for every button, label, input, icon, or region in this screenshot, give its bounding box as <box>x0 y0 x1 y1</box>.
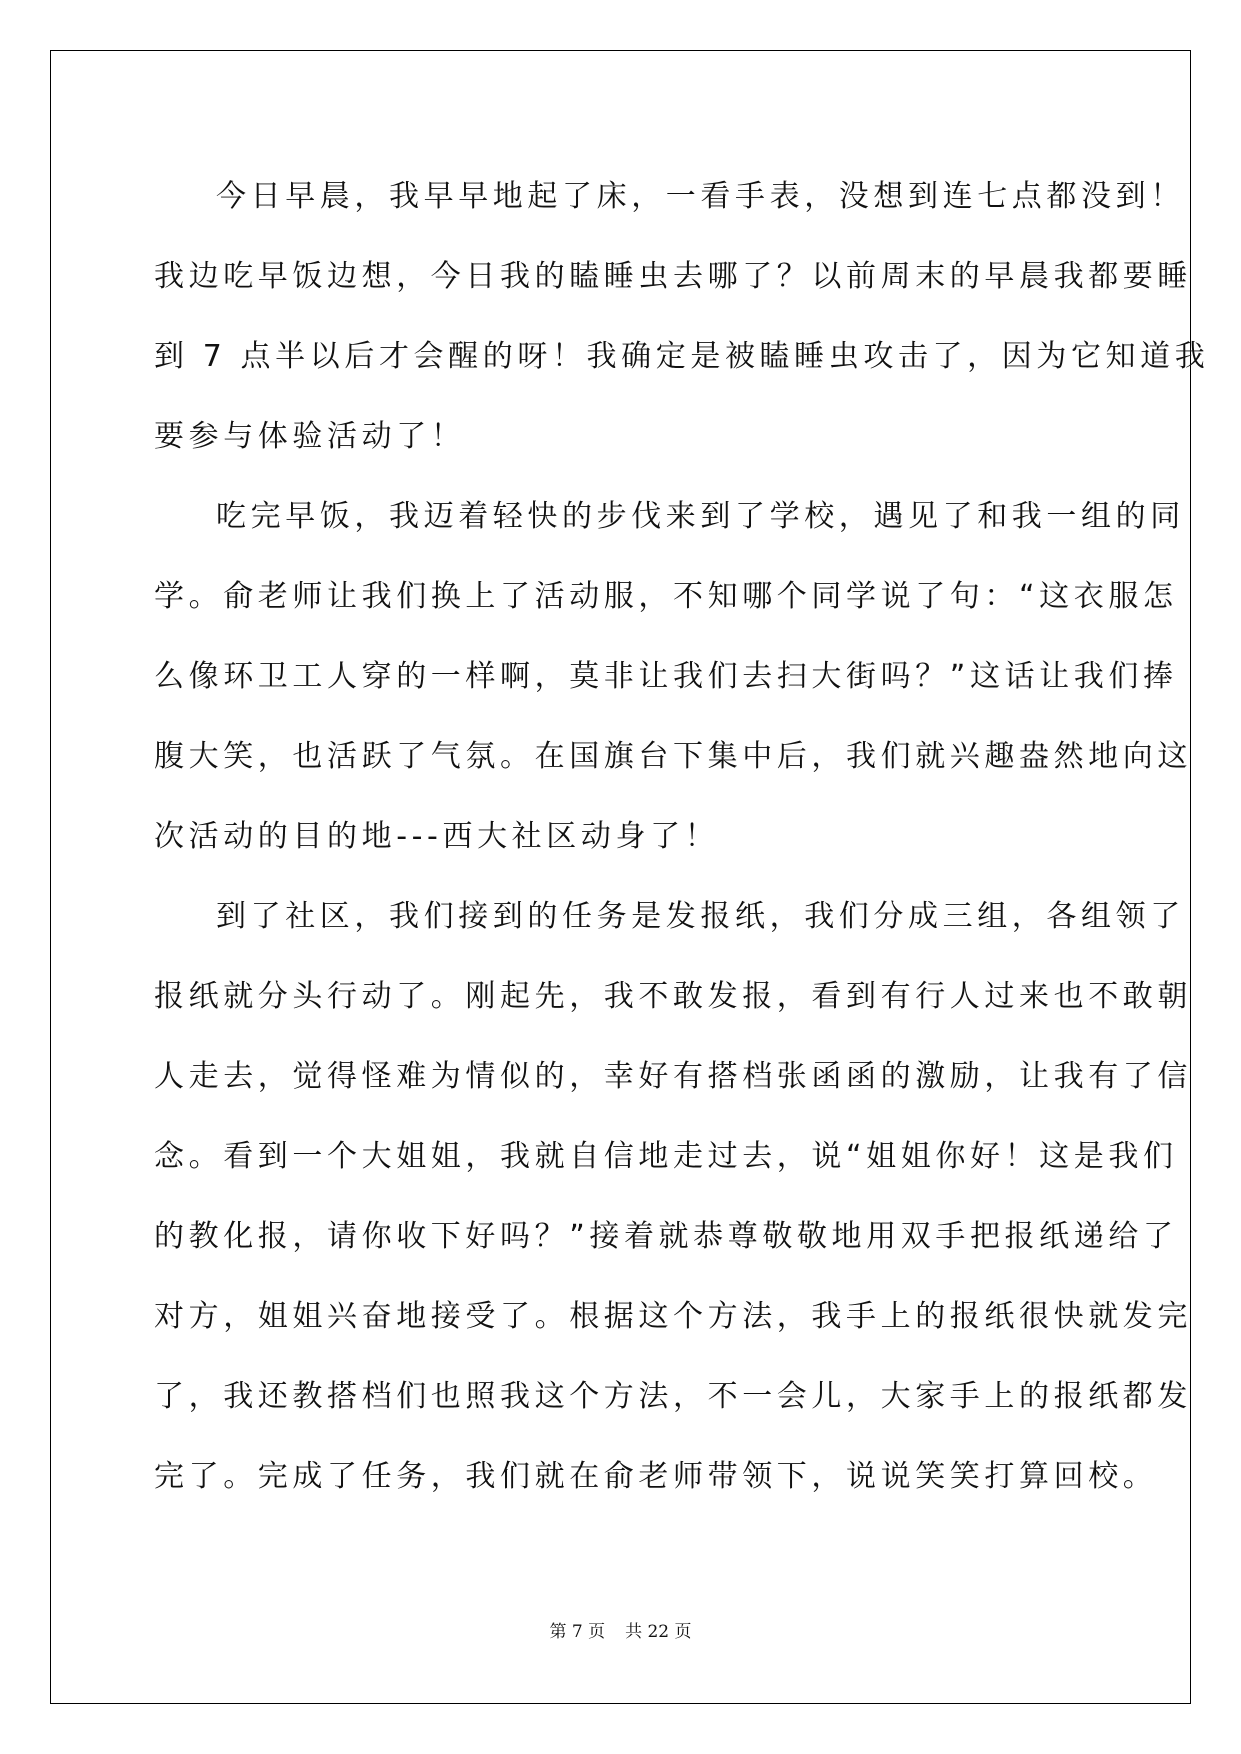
text-line: 到 7 点半以后才会醒的呀！我确定是被瞌睡虫攻击了，因为它知道我 <box>154 339 1210 374</box>
text-line: 学。俞老师让我们换上了活动服，不知哪个同学说了句：“这衣服怎 <box>154 579 1178 614</box>
text-line: 次活动的目的地---西大社区动身了！ <box>154 819 720 854</box>
text-line: 人走去，觉得怪难为情似的，幸好有搭档张函函的激励，让我有了信 <box>154 1059 1192 1094</box>
text-line: 我边吃早饭边想，今日我的瞌睡虫去哪了？以前周末的早晨我都要睡 <box>154 259 1192 294</box>
text-line: 腹大笑，也活跃了气氛。在国旗台下集中后，我们就兴趣盎然地向这 <box>154 739 1192 774</box>
text-line: 要参与体验活动了！ <box>154 419 466 454</box>
page-total: 共 22 页 <box>625 1622 692 1642</box>
text-line: 么像环卫工人穿的一样啊，莫非让我们去扫大街吗？”这话让我们捧 <box>154 659 1178 694</box>
text-line: 今日早晨，我早早地起了床，一看手表，没想到连七点都没到！ <box>216 179 1185 214</box>
text-line: 到了社区，我们接到的任务是发报纸，我们分成三组，各组领了 <box>216 899 1185 934</box>
text-line: 念。看到一个大姐姐，我就自信地走过去，说“姐姐你好！这是我们 <box>154 1139 1178 1174</box>
text-line: 吃完早饭，我迈着轻快的步伐来到了学校，遇见了和我一组的同 <box>216 499 1185 534</box>
text-line: 了，我还教搭档们也照我这个方法，不一会儿，大家手上的报纸都发 <box>154 1379 1192 1414</box>
text-line: 的教化报，请你收下好吗？”接着就恭尊敬敬地用双手把报纸递给了 <box>154 1219 1178 1254</box>
page-footer <box>0 1620 1241 1644</box>
text-line: 对方，姐姐兴奋地接受了。根据这个方法，我手上的报纸很快就发完 <box>154 1299 1192 1334</box>
text-line: 报纸就分头行动了。刚起先，我不敢发报，看到有行人过来也不敢朝 <box>154 979 1192 1014</box>
text-line: 完了。完成了任务，我们就在俞老师带领下，说说笑笑打算回校。 <box>154 1459 1158 1494</box>
page-number: 第 7 页 <box>549 1622 606 1642</box>
document-body <box>154 157 1210 1517</box>
